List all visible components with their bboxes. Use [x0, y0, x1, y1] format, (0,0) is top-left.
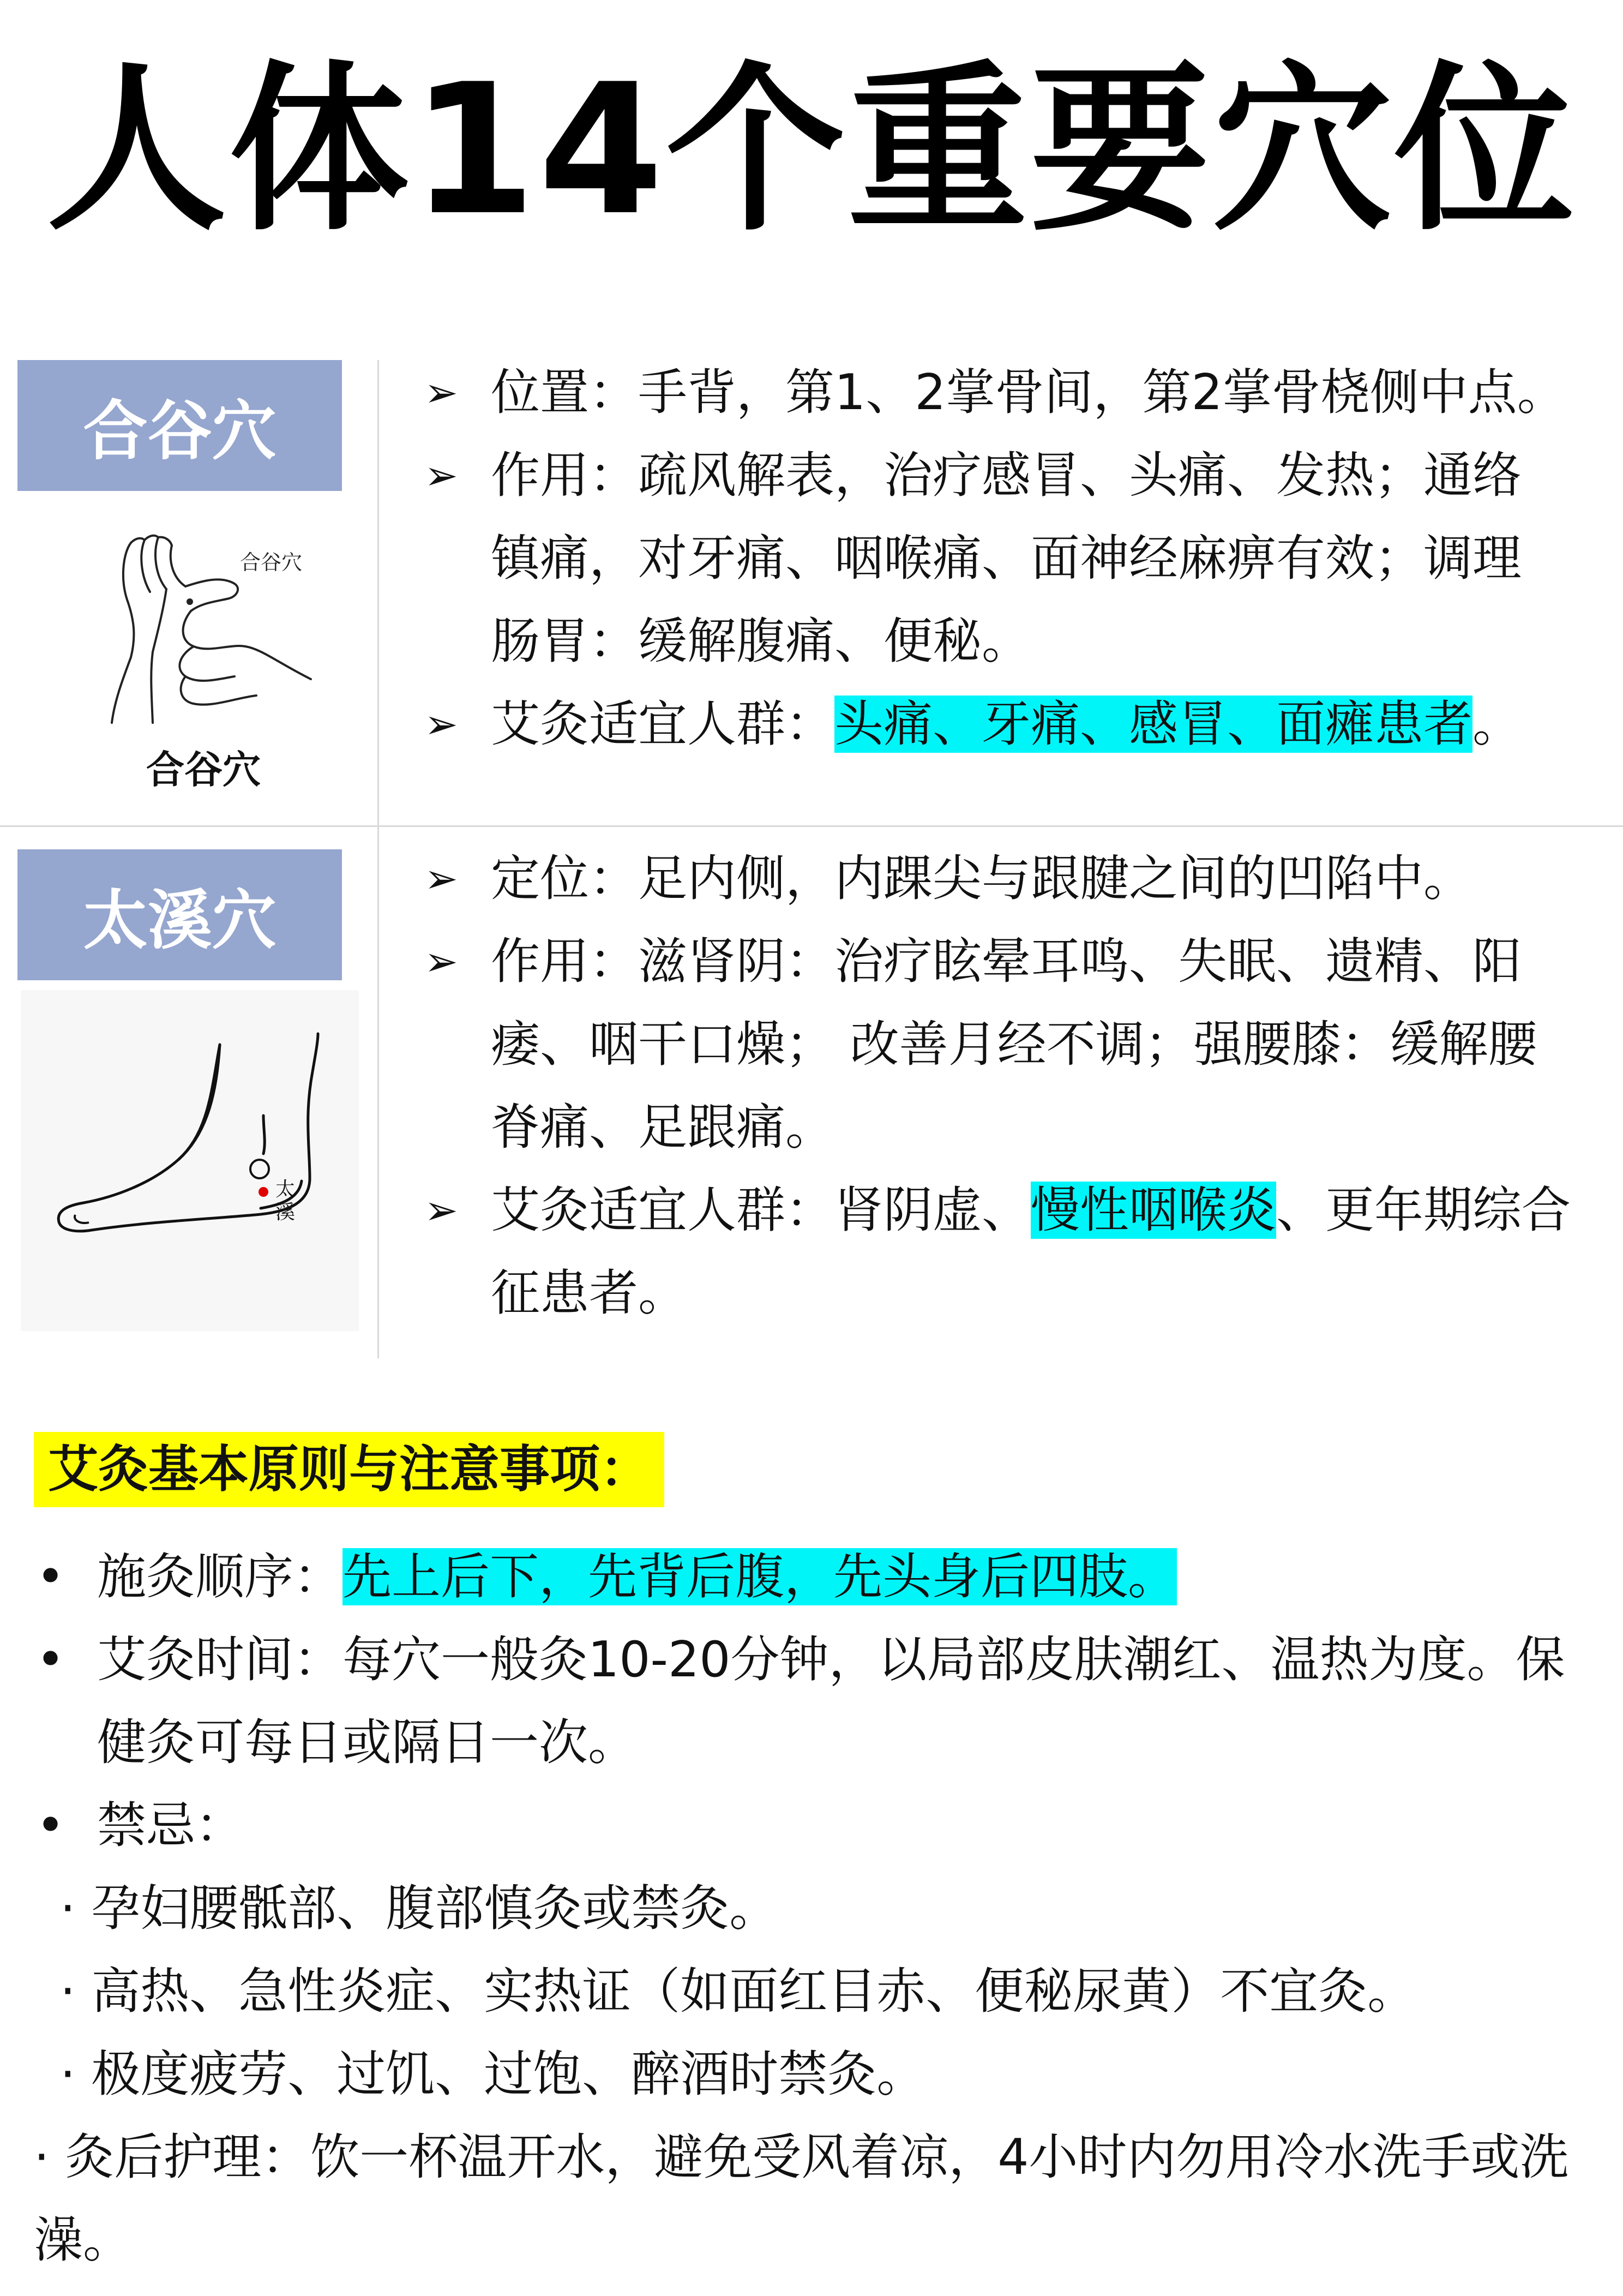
- hand-image-label: 合谷穴: [240, 550, 303, 574]
- arrow-bullet-icon: ➢: [424, 1187, 459, 1234]
- taixi-description: [424, 837, 1591, 1335]
- taboo-item: · 极度疲劳、过饥、过饱、醉酒时禁灸。: [60, 2046, 926, 2103]
- point-label-hegu: 合谷穴: [17, 360, 342, 491]
- bullet-dot-icon: •: [36, 1631, 65, 1688]
- hegu-line-2: ➢ 作用：疏风解表，治疗感冒、头痛、发热；通络: [424, 434, 1591, 517]
- arrow-bullet-icon: ➢: [424, 452, 459, 499]
- note-time: • 艾灸时间：每穴一般灸10-20分钟，以局部皮肤潮红、温热为度。保 健灸可每日或隔日一次。: [36, 1618, 1623, 1784]
- arrow-bullet-icon: ➢: [424, 701, 459, 748]
- taixi-line-2: ➢ 作用：滋肾阴：治疗眩晕耳鸣、失眠、遗精、阳: [424, 920, 1591, 1003]
- arrow-bullet-icon: ➢: [424, 938, 459, 985]
- arrow-bullet-icon: ➢: [424, 369, 459, 416]
- vertical-divider: [377, 360, 379, 826]
- taixi-crowd: ➢ 艾灸适宜人群：肾阴虚、慢性咽喉炎、更年期综合: [424, 1169, 1591, 1252]
- taixi-line-1: ➢ 定位：足内侧，内踝尖与跟腱之间的凹陷中。: [424, 837, 1591, 920]
- point-label-taixi: 太溪穴: [17, 849, 342, 980]
- highlight-text: 头痛、牙痛、感冒、面瘫患者: [834, 696, 1472, 753]
- notes-heading: 艾灸基本原则与注意事项：: [34, 1432, 664, 1507]
- note-care: · 灸后护理：饮一杯温开水，避免受风着凉，4小时内勿用冷水洗手或洗 澡。: [34, 2129, 1569, 2269]
- section-divider: [0, 825, 1623, 827]
- hand-image-caption: 合谷穴: [146, 747, 261, 792]
- bullet-dot-icon: •: [36, 1548, 65, 1605]
- bullet-dot-icon: •: [36, 1797, 65, 1854]
- hegu-line-1: ➢ 位置：手背，第1、2掌骨间，第2掌骨桡侧中点。: [424, 351, 1591, 434]
- taixi-line-3: 痿、咽干口燥； 改善月经不调；强腰膝：缓解腰: [491, 1016, 1537, 1073]
- taixi-crowd-cont: 征患者。: [491, 1264, 687, 1322]
- hegu-line-3: 镇痛，对牙痛、咽喉痛、面神经麻痹有效；调理: [491, 530, 1522, 587]
- foot-illustration: [21, 990, 359, 1331]
- hegu-line-4: 肠胃：缓解腹痛、便秘。: [491, 613, 1031, 670]
- taboo-item: · 高热、急性炎症、实热证（如面红目赤、便秘尿黄）不宜灸。: [60, 1963, 1417, 2020]
- hegu-crowd: ➢ 艾灸适宜人群：头痛、牙痛、感冒、面瘫患者。: [424, 683, 1591, 766]
- taboo-item: · 孕妇腰骶部、腹部慎灸或禁灸。: [60, 1880, 779, 1937]
- highlight-text: 先上后下，先背后腹，先头身后四肢。: [342, 1548, 1177, 1605]
- arrow-bullet-icon: ➢: [424, 855, 459, 902]
- foot-image-label: 太溪: [275, 1178, 296, 1224]
- highlight-text: 慢性咽喉炎: [1031, 1182, 1276, 1239]
- hegu-description: [424, 351, 1591, 766]
- note-taboo: • 禁忌：: [36, 1784, 1623, 1867]
- page-title: 人体14个重要穴位: [46, 45, 1577, 255]
- vertical-divider: [377, 826, 379, 1358]
- note-order: • 施灸顺序：先上后下，先背后腹，先头身后四肢。: [36, 1536, 1623, 1618]
- taixi-line-4: 脊痛、足跟痛。: [491, 1099, 834, 1156]
